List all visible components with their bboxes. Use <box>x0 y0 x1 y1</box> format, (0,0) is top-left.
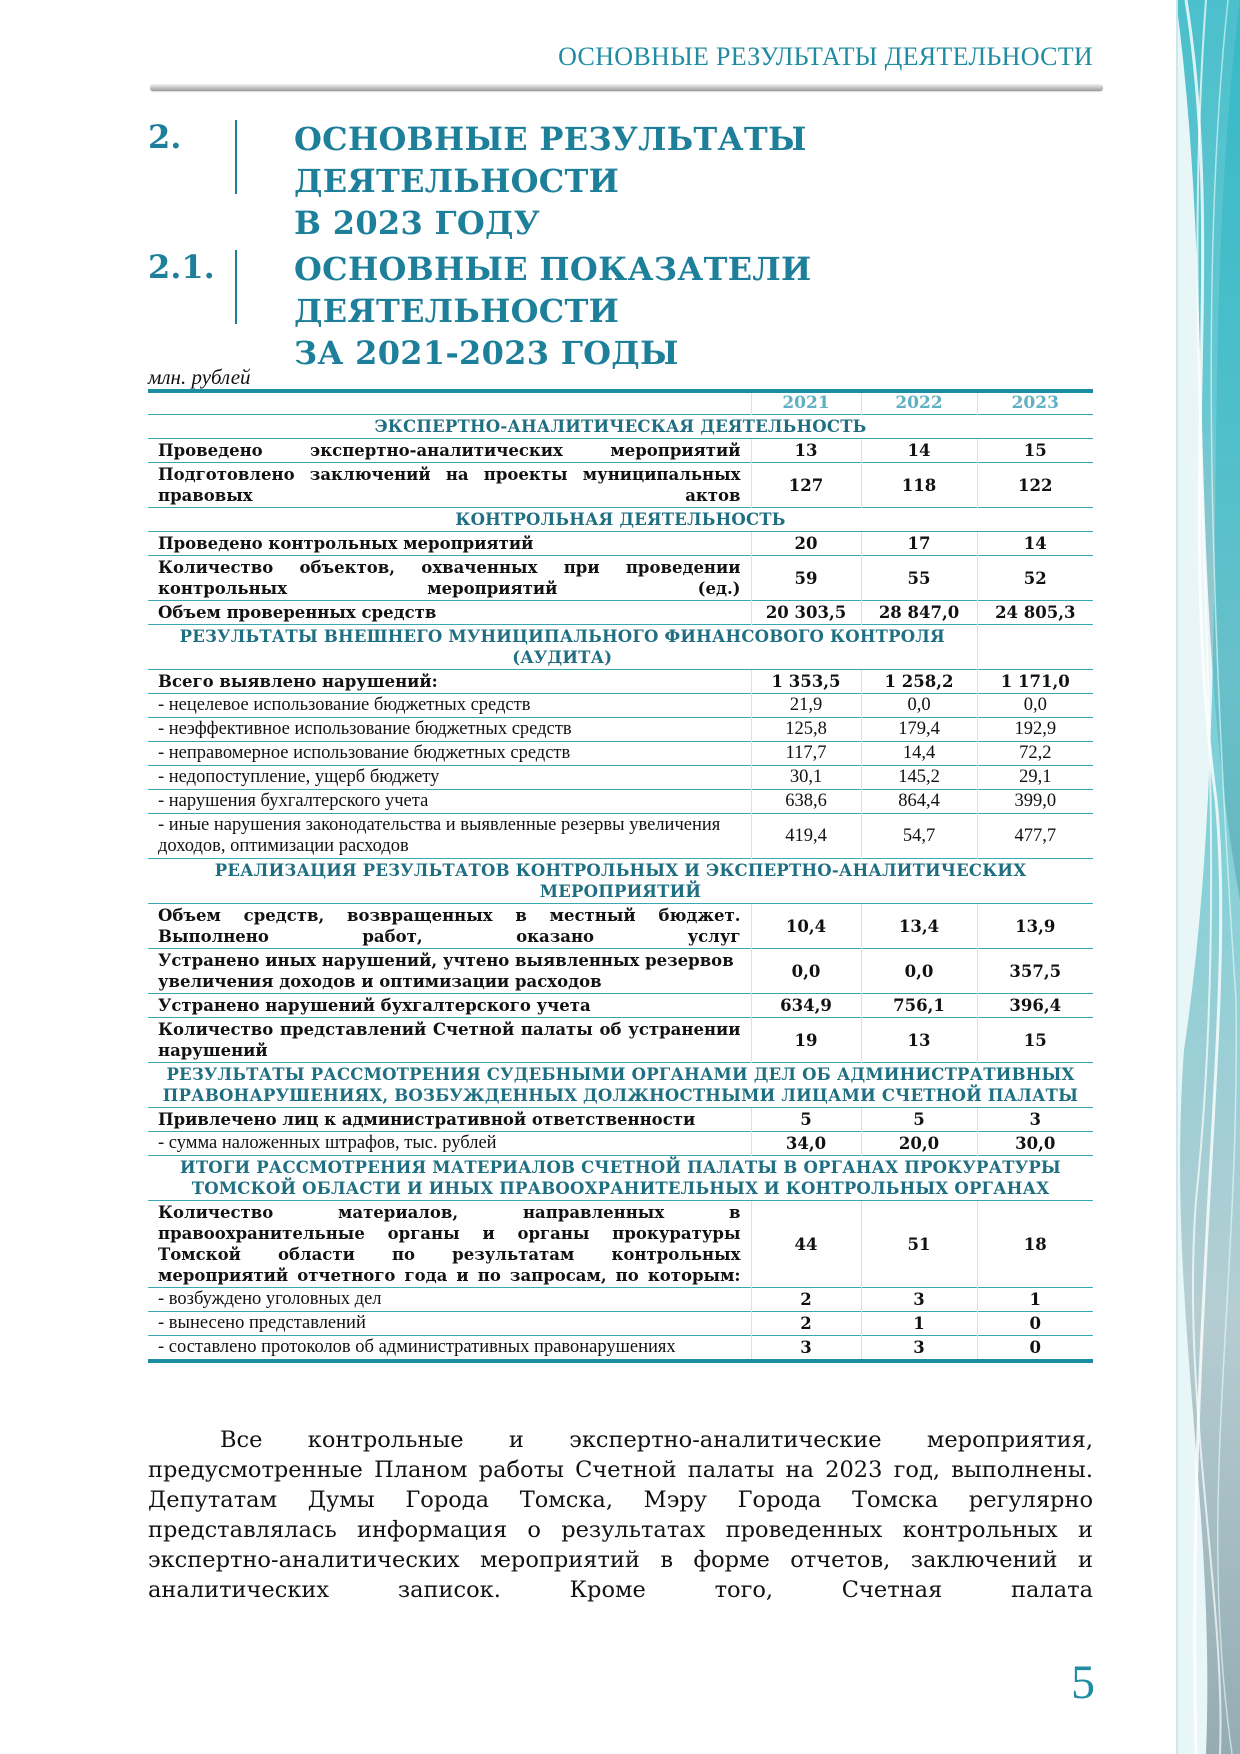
table-row: - нецелевое использование бюджетных средств 21,9 0,0 0,0 <box>148 694 1093 718</box>
table-row: Устранено иных нарушений, учтено выявленных резервов увеличения доходов и оптимизации расходов 0,0 0,0 357,5 <box>148 949 1093 994</box>
table-section-row: ЭКСПЕРТНО-АНАЛИТИЧЕСКАЯ ДЕЯТЕЛЬНОСТЬ <box>148 415 1093 439</box>
table-section-row: РЕЗУЛЬТАТЫ ВНЕШНЕГО МУНИЦИПАЛЬНОГО ФИНАНСОВОГО КОНТРОЛЯ (АУДИТА) <box>148 625 1093 670</box>
table-row: Количество материалов, направленных в правоохранительные органы и органы прокуратуры Томской области по результатам контрольных мероприятий отчетного года и по запросам, по которым: 44 51 18 <box>148 1201 1093 1288</box>
table-row: Количество объектов, охваченных при проведении контрольных мероприятий (ед.) 59 55 52 <box>148 556 1093 601</box>
table-section-row: РЕЗУЛЬТАТЫ РАССМОТРЕНИЯ СУДЕБНЫМИ ОРГАНАМИ ДЕЛ ОБ АДМИНИСТРАТИВНЫХ ПРАВОНАРУШЕНИЯХ, ВОЗБУЖДЕННЫХ ДОЛЖНОСТНЫМИ ЛИЦАМИ СЧЕТНОЙ ПАЛАТЫ <box>148 1063 1093 1108</box>
table-unit: млн. рублей <box>148 365 251 389</box>
section-heading-2-1 <box>148 248 1108 372</box>
table-row: Объем проверенных средств 20 303,5 28 847,0 24 805,3 <box>148 601 1093 625</box>
table-row: - возбуждено уголовных дел 2 3 1 <box>148 1288 1093 1312</box>
table-row: Устранено нарушений бухгалтерского учета 634,9 756,1 396,4 <box>148 994 1093 1018</box>
table-section-row: ИТОГИ РАССМОТРЕНИЯ МАТЕРИАЛОВ СЧЕТНОЙ ПАЛАТЫ В ОРГАНАХ ПРОКУРАТУРЫ ТОМСКОЙ ОБЛАСТИ И ИНЫХ ПРАВООХРАНИТЕЛЬНЫХ И КОНТРОЛЬНЫХ ОРГАНАХ <box>148 1156 1093 1201</box>
table-row: - вынесено представлений 2 1 0 <box>148 1312 1093 1336</box>
table-row: Количество представлений Счетной палаты об устранении нарушений 19 13 15 <box>148 1018 1093 1063</box>
body-paragraph <box>148 1425 1093 1605</box>
table-row: Объем средств, возвращенных в местный бюджет. Выполнено работ, оказано услуг 10,4 13,4 13,9 <box>148 904 1093 949</box>
table-row: Проведено контрольных мероприятий 20 17 14 <box>148 532 1093 556</box>
table-row: Подготовлено заключений на проекты муниципальных правовых актов 127 118 122 <box>148 463 1093 508</box>
table-row: - неправомерное использование бюджетных средств 117,7 14,4 72,2 <box>148 742 1093 766</box>
table-section-row: РЕАЛИЗАЦИЯ РЕЗУЛЬТАТОВ КОНТРОЛЬНЫХ И ЭКСПЕРТНО-АНАЛИТИЧЕСКИХ МЕРОПРИЯТИЙ <box>148 859 1093 904</box>
section-heading-2 <box>148 118 1108 242</box>
section-title-line1: ОСНОВНЫЕ РЕЗУЛЬТАТЫ ДЕЯТЕЛЬНОСТИ <box>294 120 807 200</box>
table-row: - недопоступление, ущерб бюджету 30,1 145,2 29,1 <box>148 766 1093 790</box>
running-header: ОСНОВНЫЕ РЕЗУЛЬТАТЫ ДЕЯТЕЛЬНОСТИ <box>558 42 1093 71</box>
header-rule <box>150 84 1103 91</box>
table-row: - нарушения бухгалтерского учета 638,6 864,4 399,0 <box>148 790 1093 814</box>
decorative-ribbon <box>1176 0 1240 1754</box>
section-title-line2: ЗА 2021-2023 ГОДЫ <box>294 334 679 372</box>
section-divider <box>235 250 237 324</box>
year-header: 2023 <box>977 391 1093 415</box>
table-row: - составлено протоколов об административных правонарушениях 3 3 0 <box>148 1336 1093 1362</box>
section-title-line2: В 2023 ГОДУ <box>294 204 541 242</box>
indicators-table <box>148 389 1093 1363</box>
section-title <box>294 248 1114 374</box>
table-header-row <box>148 391 1093 415</box>
table-row: Привлечено лиц к административной ответственности 5 5 3 <box>148 1108 1093 1132</box>
table-row: Всего выявлено нарушений: 1 353,5 1 258,2 1 171,0 <box>148 670 1093 694</box>
table-row: - сумма наложенных штрафов, тыс. рублей 34,0 20,0 30,0 <box>148 1132 1093 1156</box>
section-divider <box>235 120 237 194</box>
table-row: Проведено экспертно-аналитических мероприятий 13 14 15 <box>148 439 1093 463</box>
body-paragraph-text: Все контрольные и экспертно-аналитические мероприятия, предусмотренные Планом работы Счетной палаты на 2023 год, выполнены. Депутатам Думы Города Томска, Мэру Города Томска регулярно представлялась информация о результатах проведенных контрольных и экспертно-аналитических мероприятий в форме отчетов, заключений и аналитических записок. Кроме того, Счетная палата <box>148 1427 1093 1603</box>
year-header: 2022 <box>861 391 977 415</box>
section-number: 2.1. <box>148 248 215 286</box>
table-section-row: КОНТРОЛЬНАЯ ДЕЯТЕЛЬНОСТЬ <box>148 508 1093 532</box>
page-number: 5 <box>1071 1656 1095 1709</box>
section-number: 2. <box>148 118 182 156</box>
section-title-line1: ОСНОВНЫЕ ПОКАЗАТЕЛИ ДЕЯТЕЛЬНОСТИ <box>294 250 812 330</box>
table-row: - иные нарушения законодательства и выявленные резервы увеличения доходов, оптимизации расходов 419,4 54,7 477,7 <box>148 814 1093 859</box>
year-header: 2021 <box>751 391 861 415</box>
section-title <box>294 118 1114 244</box>
table-row: - неэффективное использование бюджетных средств 125,8 179,4 192,9 <box>148 718 1093 742</box>
